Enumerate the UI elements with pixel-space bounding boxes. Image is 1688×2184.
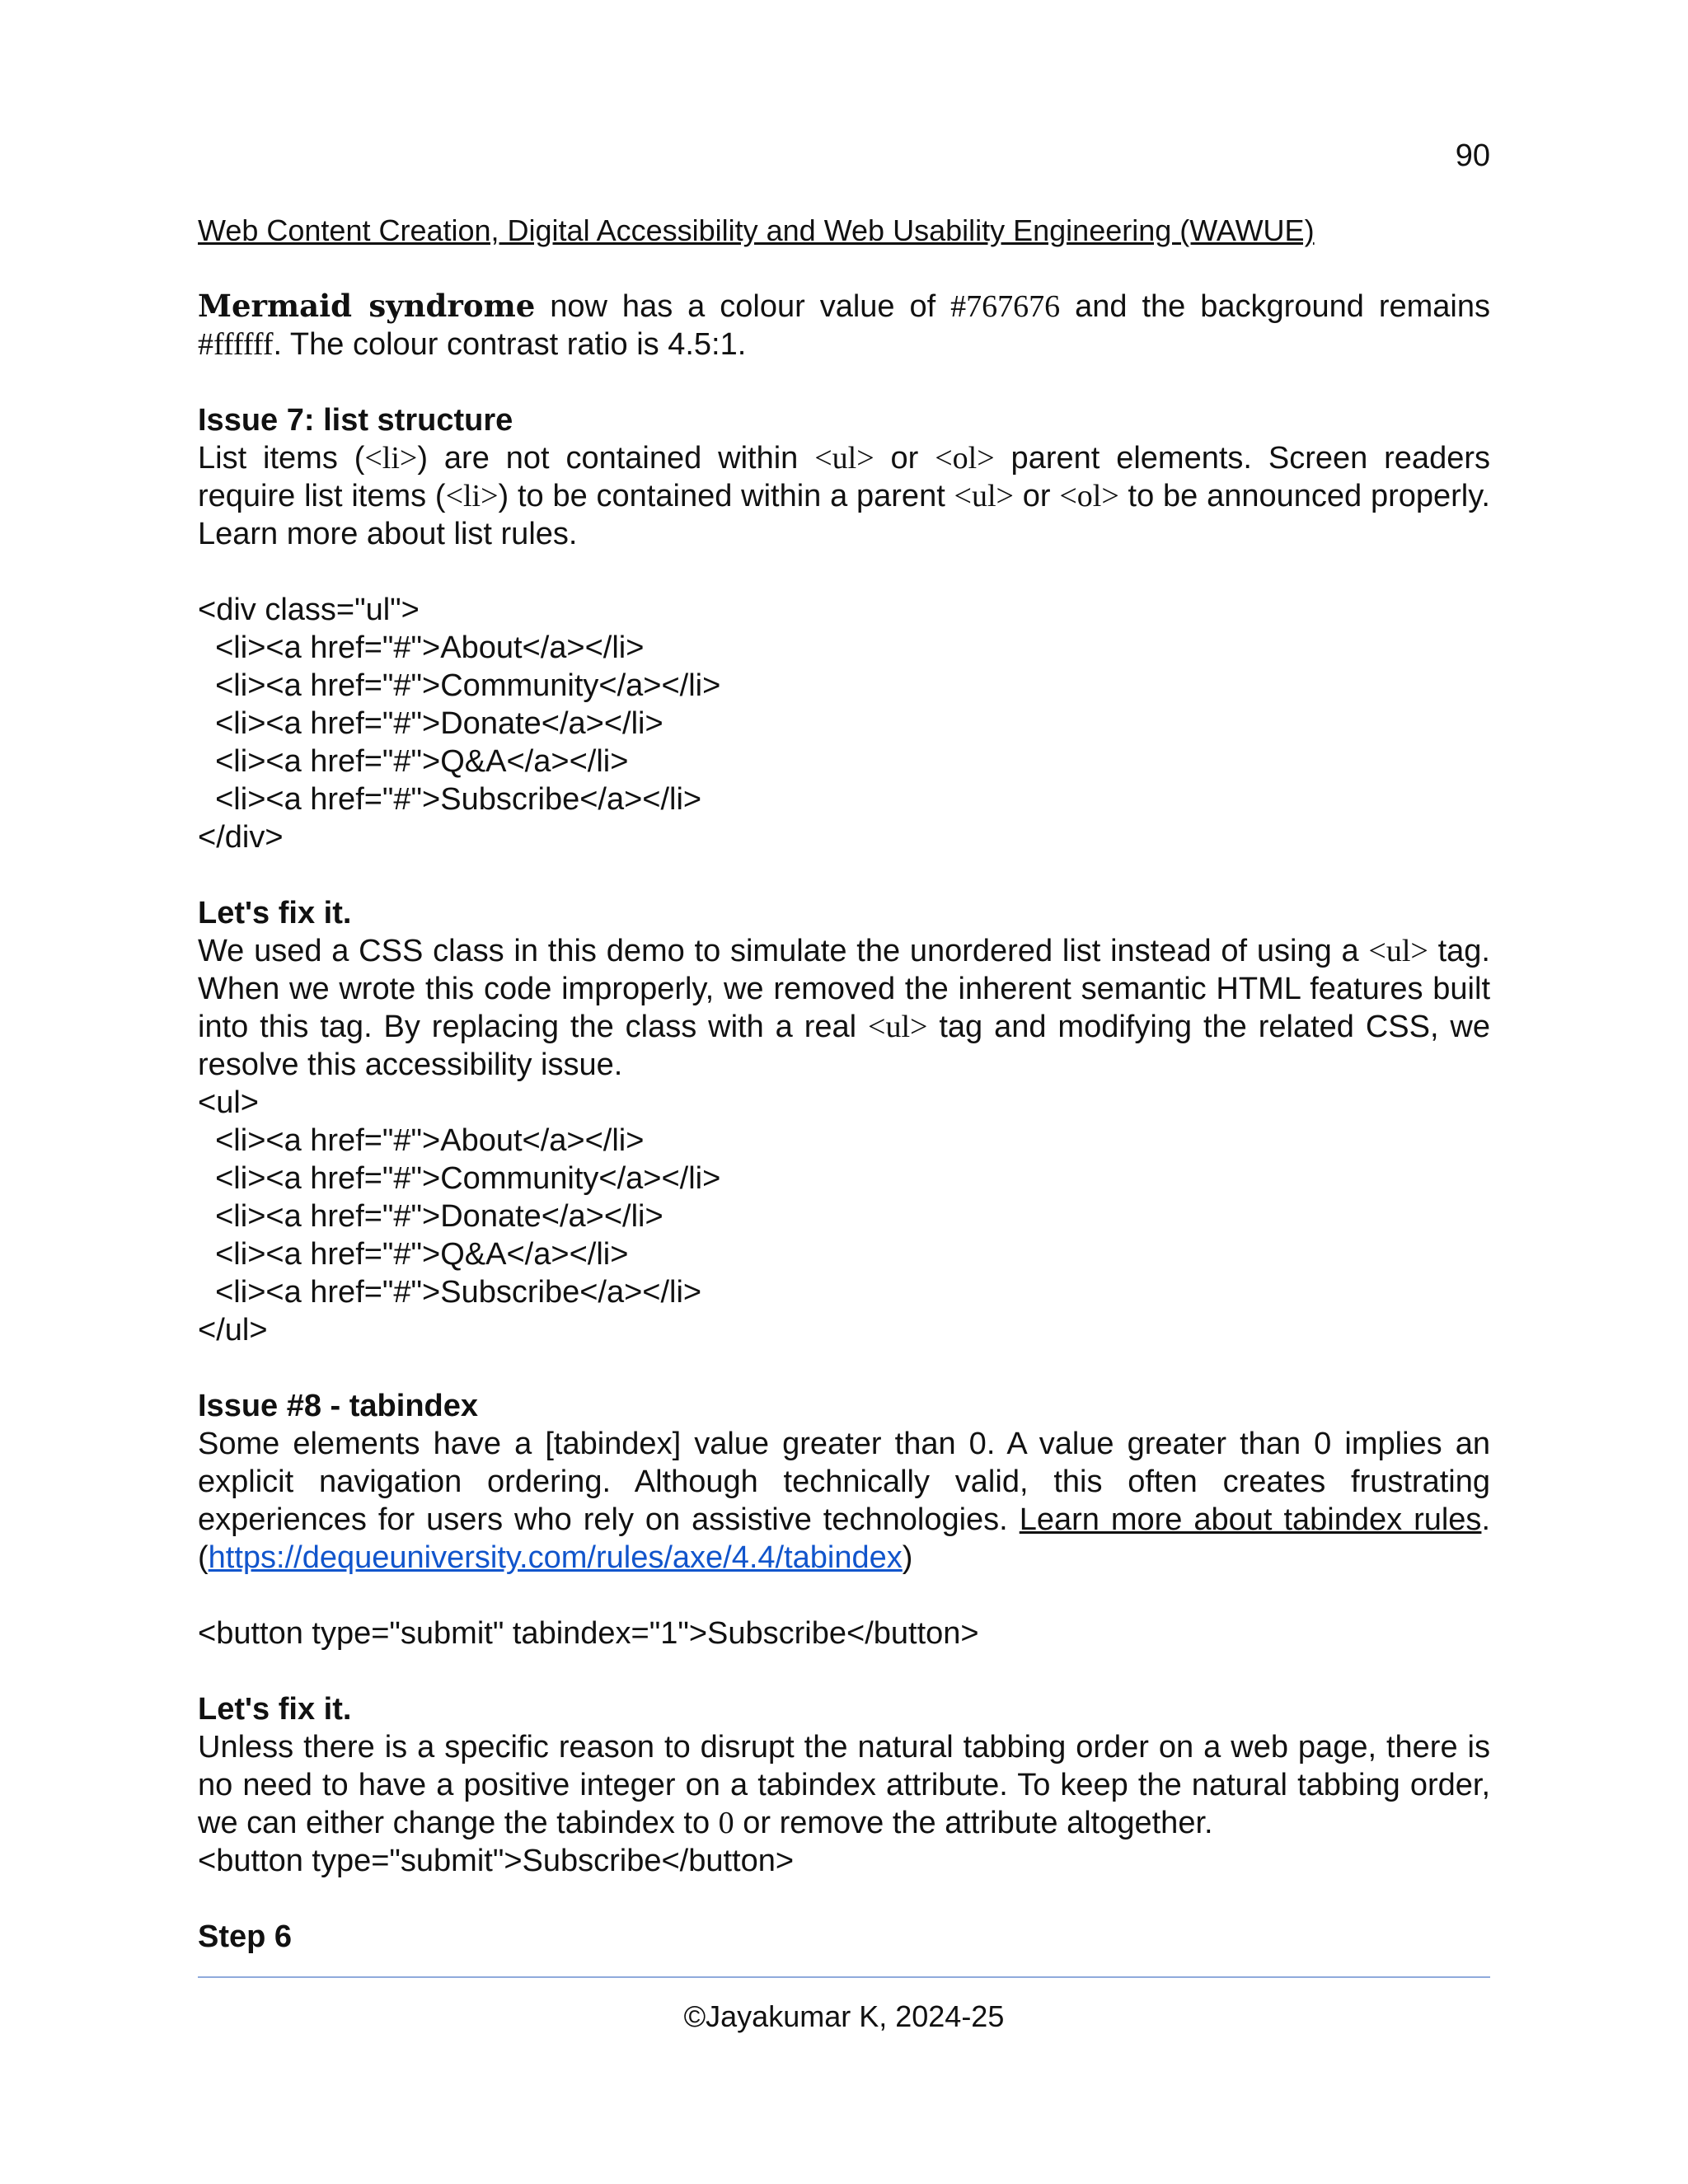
step-heading: Step 6	[198, 1919, 293, 1954]
issue7-paragraph: List items (<li>) are not contained within <ul> or <ol> parent elements. Screen readers require list items (<li>) to be contained within a parent <ul> or <ol> to be announced properly. Learn more about list rules.	[198, 441, 1490, 551]
deque-tabindex-url-link[interactable]: https://dequeuniversity.com/rules/axe/4.4/tabindex	[208, 1540, 903, 1575]
term-mermaid-syndrome: Mermaid syndrome	[198, 288, 536, 324]
fix8-heading: Let's fix it.	[198, 1692, 352, 1727]
fix8-paragraph: Unless there is a specific reason to disrupt the natural tabbing order on a web page, there is no need to have a positive integer on a tabindex attribute. To keep the natural tabbing order, we can either change the tabindex to 0 or remove the attribute altogether.	[198, 1730, 1490, 1840]
issue7-heading: Issue 7: list structure	[198, 403, 513, 438]
intro-paragraph: Mermaid syndrome now has a colour value of #767676 and the background remains #ffffff. The colour contrast ratio is 4.5:1.	[198, 288, 1490, 362]
issue8-heading: Issue #8 - tabindex	[198, 1389, 479, 1423]
learn-more-tabindex-link[interactable]: Learn more about tabindex rules	[1019, 1502, 1482, 1537]
footer-divider	[198, 1976, 1490, 1978]
fix7-paragraph: We used a CSS class in this demo to simulate the unordered list instead of using a <ul> tag. When we wrote this code improperly, we removed the inherent semantic HTML features built into this tag. By replacing the class with a real <ul> tag and modifying the related CSS, we resolve this accessibility issue.	[198, 934, 1491, 1082]
background-value: #ffffff	[198, 327, 274, 362]
page-body	[198, 287, 1490, 1956]
issue8-paragraph: Some elements have a [tabindex] value greater than 0. A value greater than 0 implies an explicit navigation ordering. Although technically valid, this often creates frustrating experiences for users who rely on assistive technologies. Learn more about tabindex rules. (https://dequeuniversity.com/rules/axe/4.4/tabindex)	[198, 1427, 1490, 1575]
page-number: 90	[1455, 138, 1490, 173]
issue7-code-sample: <div class="ul"> <li><a href="#">About</a></li> <li><a href="#">Community</a></li> <li><a href="#">Donate</a></li> <li><a href="#">Q&A</a></li> <li><a href="#">Subscribe</a></li> </div>	[198, 593, 721, 855]
running-header: Web Content Creation, Digital Accessibility and Web Usability Engineering (WAWUE)	[198, 213, 1315, 247]
footer-copyright: ©Jayakumar K, 2024-25	[683, 1999, 1005, 2033]
fix8-code-sample: <button type="submit">Subscribe</button>	[198, 1844, 795, 1878]
issue8-code-sample: <button type="submit" tabindex="1">Subscribe</button>	[198, 1616, 979, 1651]
fix7-heading: Let's fix it.	[198, 896, 352, 930]
fix7-code-sample: <ul> <li><a href="#">About</a></li> <li><a href="#">Community</a></li> <li><a href="#">Donate</a></li> <li><a href="#">Q&A</a></li> <li><a href="#">Subscribe</a></li> </ul>	[198, 1085, 721, 1347]
color-value: #767676	[950, 289, 1061, 324]
